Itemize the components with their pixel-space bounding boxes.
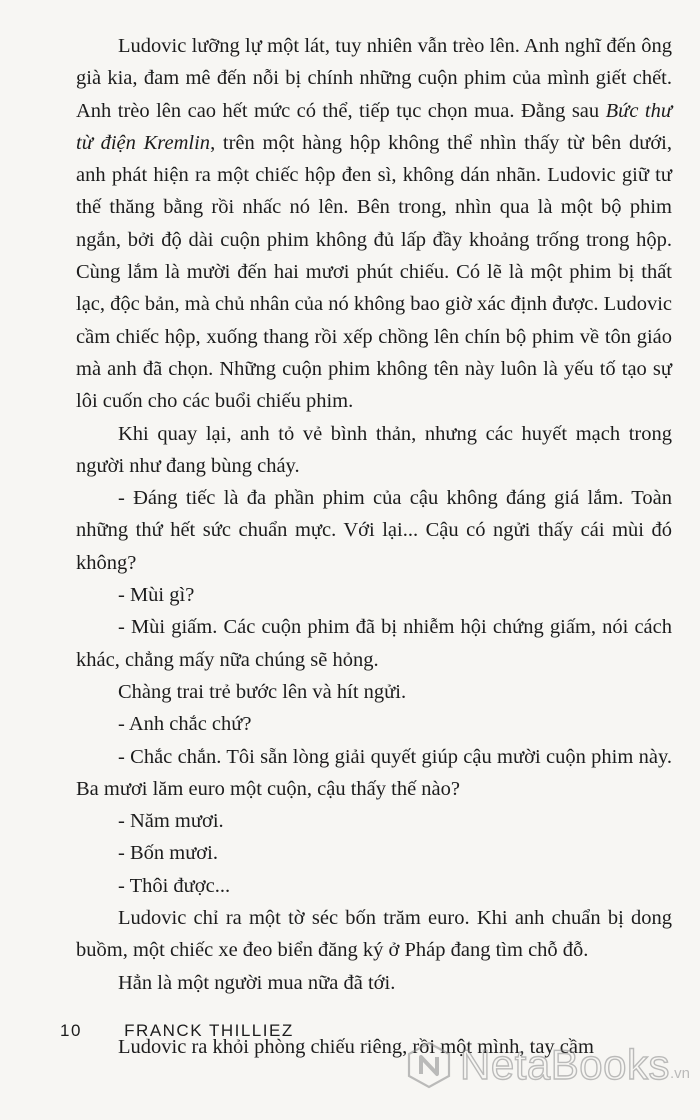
running-header-author: FRANCK THILLIEZ xyxy=(124,1021,294,1040)
page-number: 10 xyxy=(60,1021,82,1040)
paragraph xyxy=(76,967,672,999)
text-run: - Mùi gì? xyxy=(118,584,195,607)
page-footer xyxy=(60,1021,294,1041)
paragraph xyxy=(76,805,672,837)
text-run: - Mùi giấm. Các cuộn phim đã bị nhiễm hội chứng giấm, nói cách khác, chẳng mấy nữa chúng sẽ hỏng. xyxy=(76,616,672,671)
watermark xyxy=(404,1040,690,1090)
paragraph xyxy=(76,676,672,708)
watermark-tld: .vn xyxy=(669,1065,690,1082)
body-text xyxy=(76,30,672,1063)
italic-title: Bức thư từ điện Kremlin xyxy=(76,99,672,154)
paragraph xyxy=(76,611,672,676)
text-run: - Thôi được... xyxy=(118,874,231,897)
text-run: - Anh chắc chứ? xyxy=(118,713,252,736)
paragraph xyxy=(76,30,672,418)
paragraph xyxy=(76,708,672,740)
text-run: Hẳn là một người mua nữa đã tới. xyxy=(118,971,396,994)
text-run: - Năm mươi. xyxy=(118,810,224,833)
text-run: - Bốn mươi. xyxy=(118,842,218,865)
paragraph xyxy=(76,579,672,611)
paragraph xyxy=(76,741,672,806)
text-run: Khi quay lại, anh tỏ vẻ bình thản, nhưng các huyết mạch trong người như đang bùng cháy. xyxy=(76,422,672,477)
paragraph xyxy=(76,902,672,967)
text-run: Ludovic lưỡng lự một lát, tuy nhiên vẫn trèo lên. Anh nghĩ đến ông già kia, đam mê đến nỗi bị chính những cuộn phim của mình giết chết. Anh trèo lên cao hết mức có thể, tiếp tục chọn mua. Đằng sau xyxy=(76,35,672,122)
watermark-brand: NetaBooks xyxy=(460,1041,670,1088)
paragraph xyxy=(76,870,672,902)
paragraph xyxy=(76,418,672,483)
text-run: - Chắc chắn. Tôi sẵn lòng giải quyết giúp cậu mười cuộn phim này. Ba mươi lăm euro một cuộn, cậu thấy thế nào? xyxy=(76,745,672,800)
text-run: , trên một hàng hộp không thể nhìn thấy từ bên dưới, anh phát hiện ra một chiếc hộp đen sì, không dán nhãn. Ludovic giữ tư thế thăng bằng rồi nhấc nó lên. Bên trong, nhìn qua là một bộ phim ngắn, bởi độ dài cuộn phim không đủ lấp đầy khoảng trống trong hộp. Cùng lắm là mười đến hai mươi phút chiếu. Có lẽ là một phim bị thất lạc, độc bản, mà chủ nhân của nó không bao giờ xác định được. Ludovic cầm chiếc hộp, xuống thang rồi xếp chồng lên chín bộ phim về tôn giáo mà anh đã chọn. Những cuộn phim không tên này luôn là yếu tố tạo sự lôi cuốn cho các buổi chiếu phim. xyxy=(76,131,672,413)
paragraph xyxy=(76,482,672,579)
paragraph xyxy=(76,837,672,869)
text-run: - Đáng tiếc là đa phần phim của cậu không đáng giá lắm. Toàn những thứ hết sức chuẩn mực. Với lại... Cậu có ngửi thấy cái mùi đó không? xyxy=(76,487,672,574)
netabooks-logo-icon xyxy=(404,1040,454,1090)
text-run: Ludovic ra khỏi phòng chiếu riêng, rồi một mình, tay cầm xyxy=(118,1035,594,1058)
text-run: Chàng trai trẻ bước lên và hít ngửi. xyxy=(118,680,407,703)
text-run: Ludovic chỉ ra một tờ séc bốn trăm euro. Khi anh chuẩn bị dong buồm, một chiếc xe đeo biển đăng ký ở Pháp đang tìm chỗ đỗ. xyxy=(76,907,672,962)
